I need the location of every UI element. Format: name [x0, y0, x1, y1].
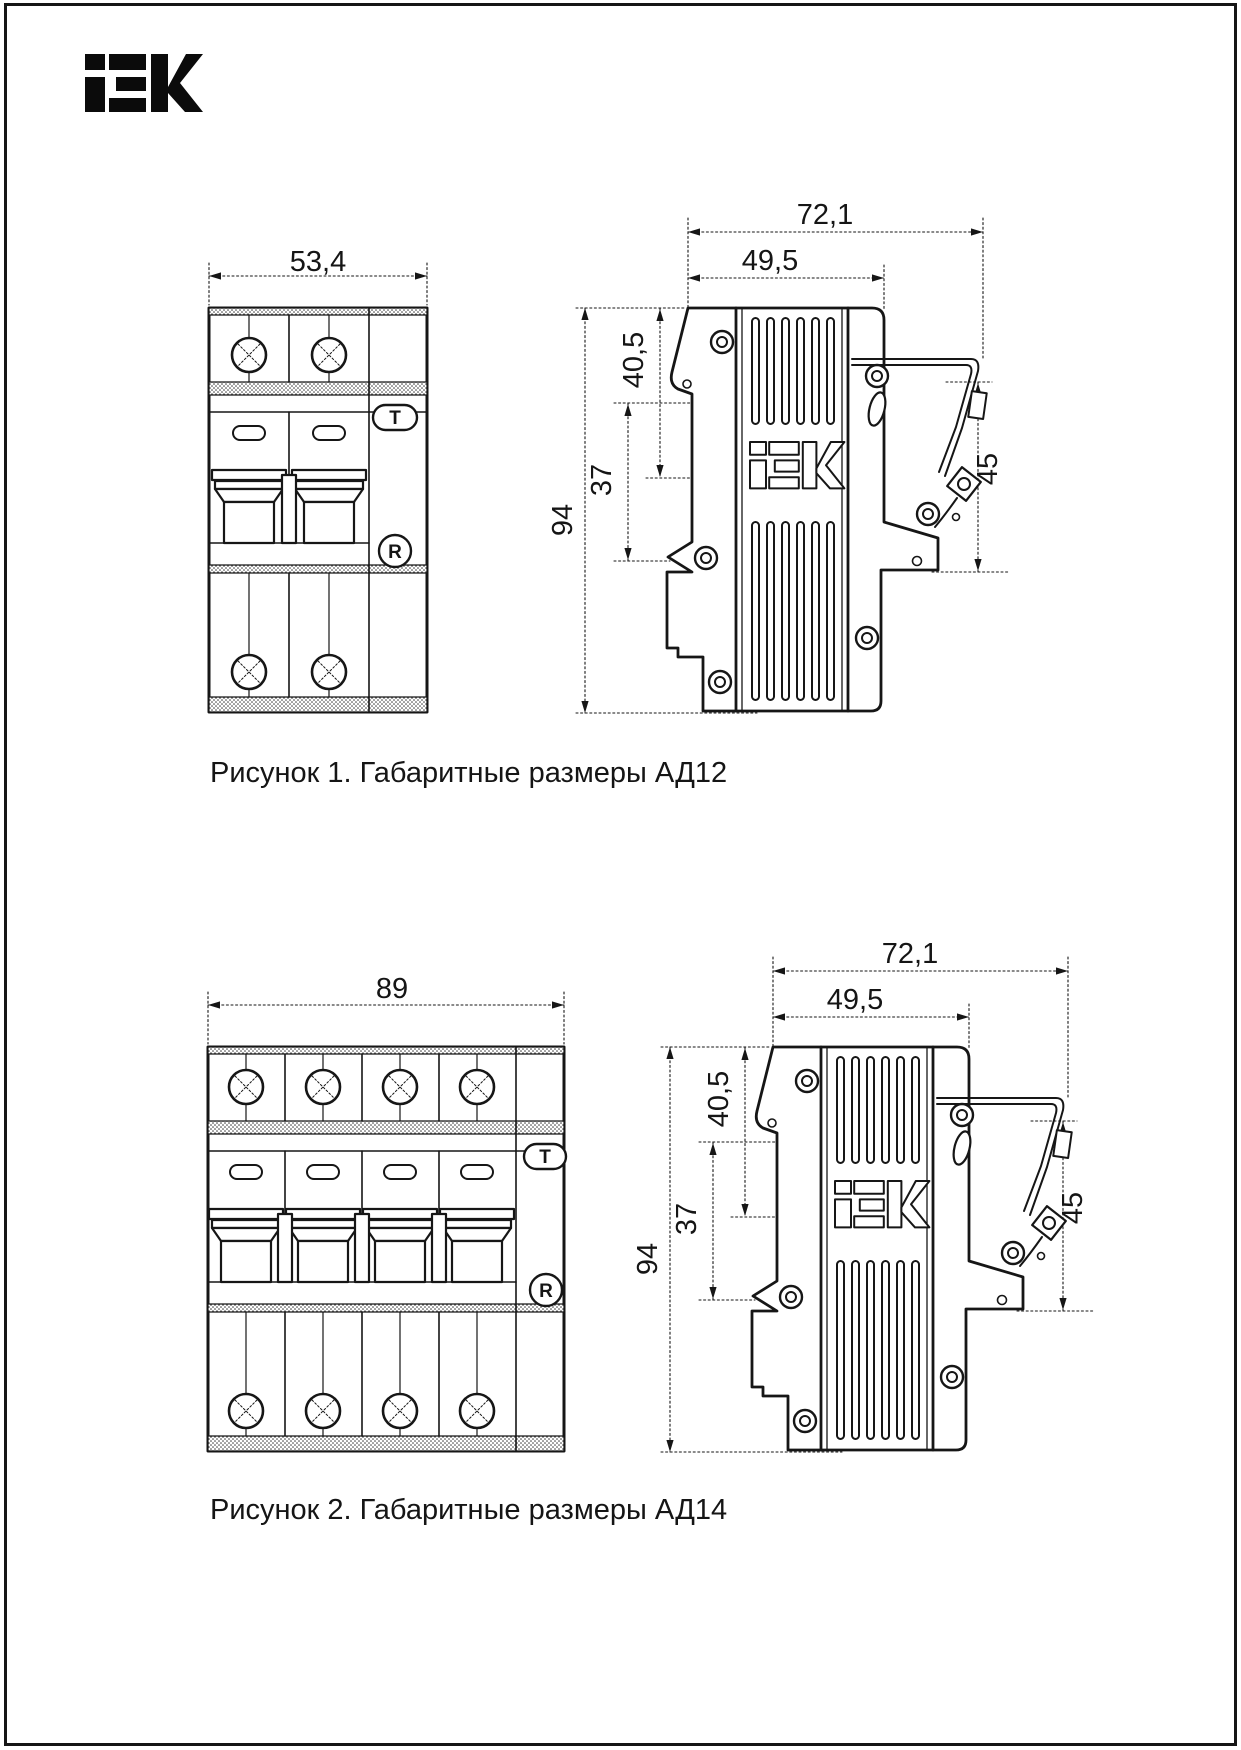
- dim-body-depth: 49,5: [826, 984, 884, 1016]
- dim-din-height: 45: [1057, 1191, 1089, 1225]
- dim-height: 94: [547, 503, 579, 537]
- iek-logo: [85, 54, 203, 112]
- dim-rail-offset: 37: [671, 1202, 703, 1236]
- figure1-caption: Рисунок 1. Габаритные размеры АД12: [210, 757, 728, 789]
- figure2-side-view: [605, 909, 1105, 1469]
- dim-height: 94: [632, 1242, 664, 1276]
- toggle-handles: [212, 470, 366, 543]
- reset-label: R: [539, 1281, 553, 1302]
- test-button-label: T: [539, 1147, 551, 1168]
- dim-overall-depth: 72,1: [881, 938, 939, 970]
- test-button-label: T: [389, 408, 401, 429]
- dim-din-height: 45: [972, 452, 1004, 486]
- dim-overall-depth: 72,1: [796, 199, 854, 231]
- figure1-side-view: [520, 170, 1020, 730]
- toggle-handles: [209, 1209, 514, 1282]
- reset-label: R: [388, 542, 402, 563]
- dim-upper-offset: 40,5: [618, 331, 650, 389]
- dim-rail-offset: 37: [586, 463, 618, 497]
- dim-width: 89: [375, 973, 409, 1005]
- dim-upper-offset: 40,5: [703, 1070, 735, 1128]
- dim-body-depth: 49,5: [741, 245, 799, 277]
- figure2-front-view: [150, 940, 610, 1500]
- figure2-caption: Рисунок 2. Габаритные размеры АД14: [210, 1494, 728, 1526]
- figure1-front-view: [155, 225, 475, 725]
- dim-width: 53,4: [289, 246, 347, 278]
